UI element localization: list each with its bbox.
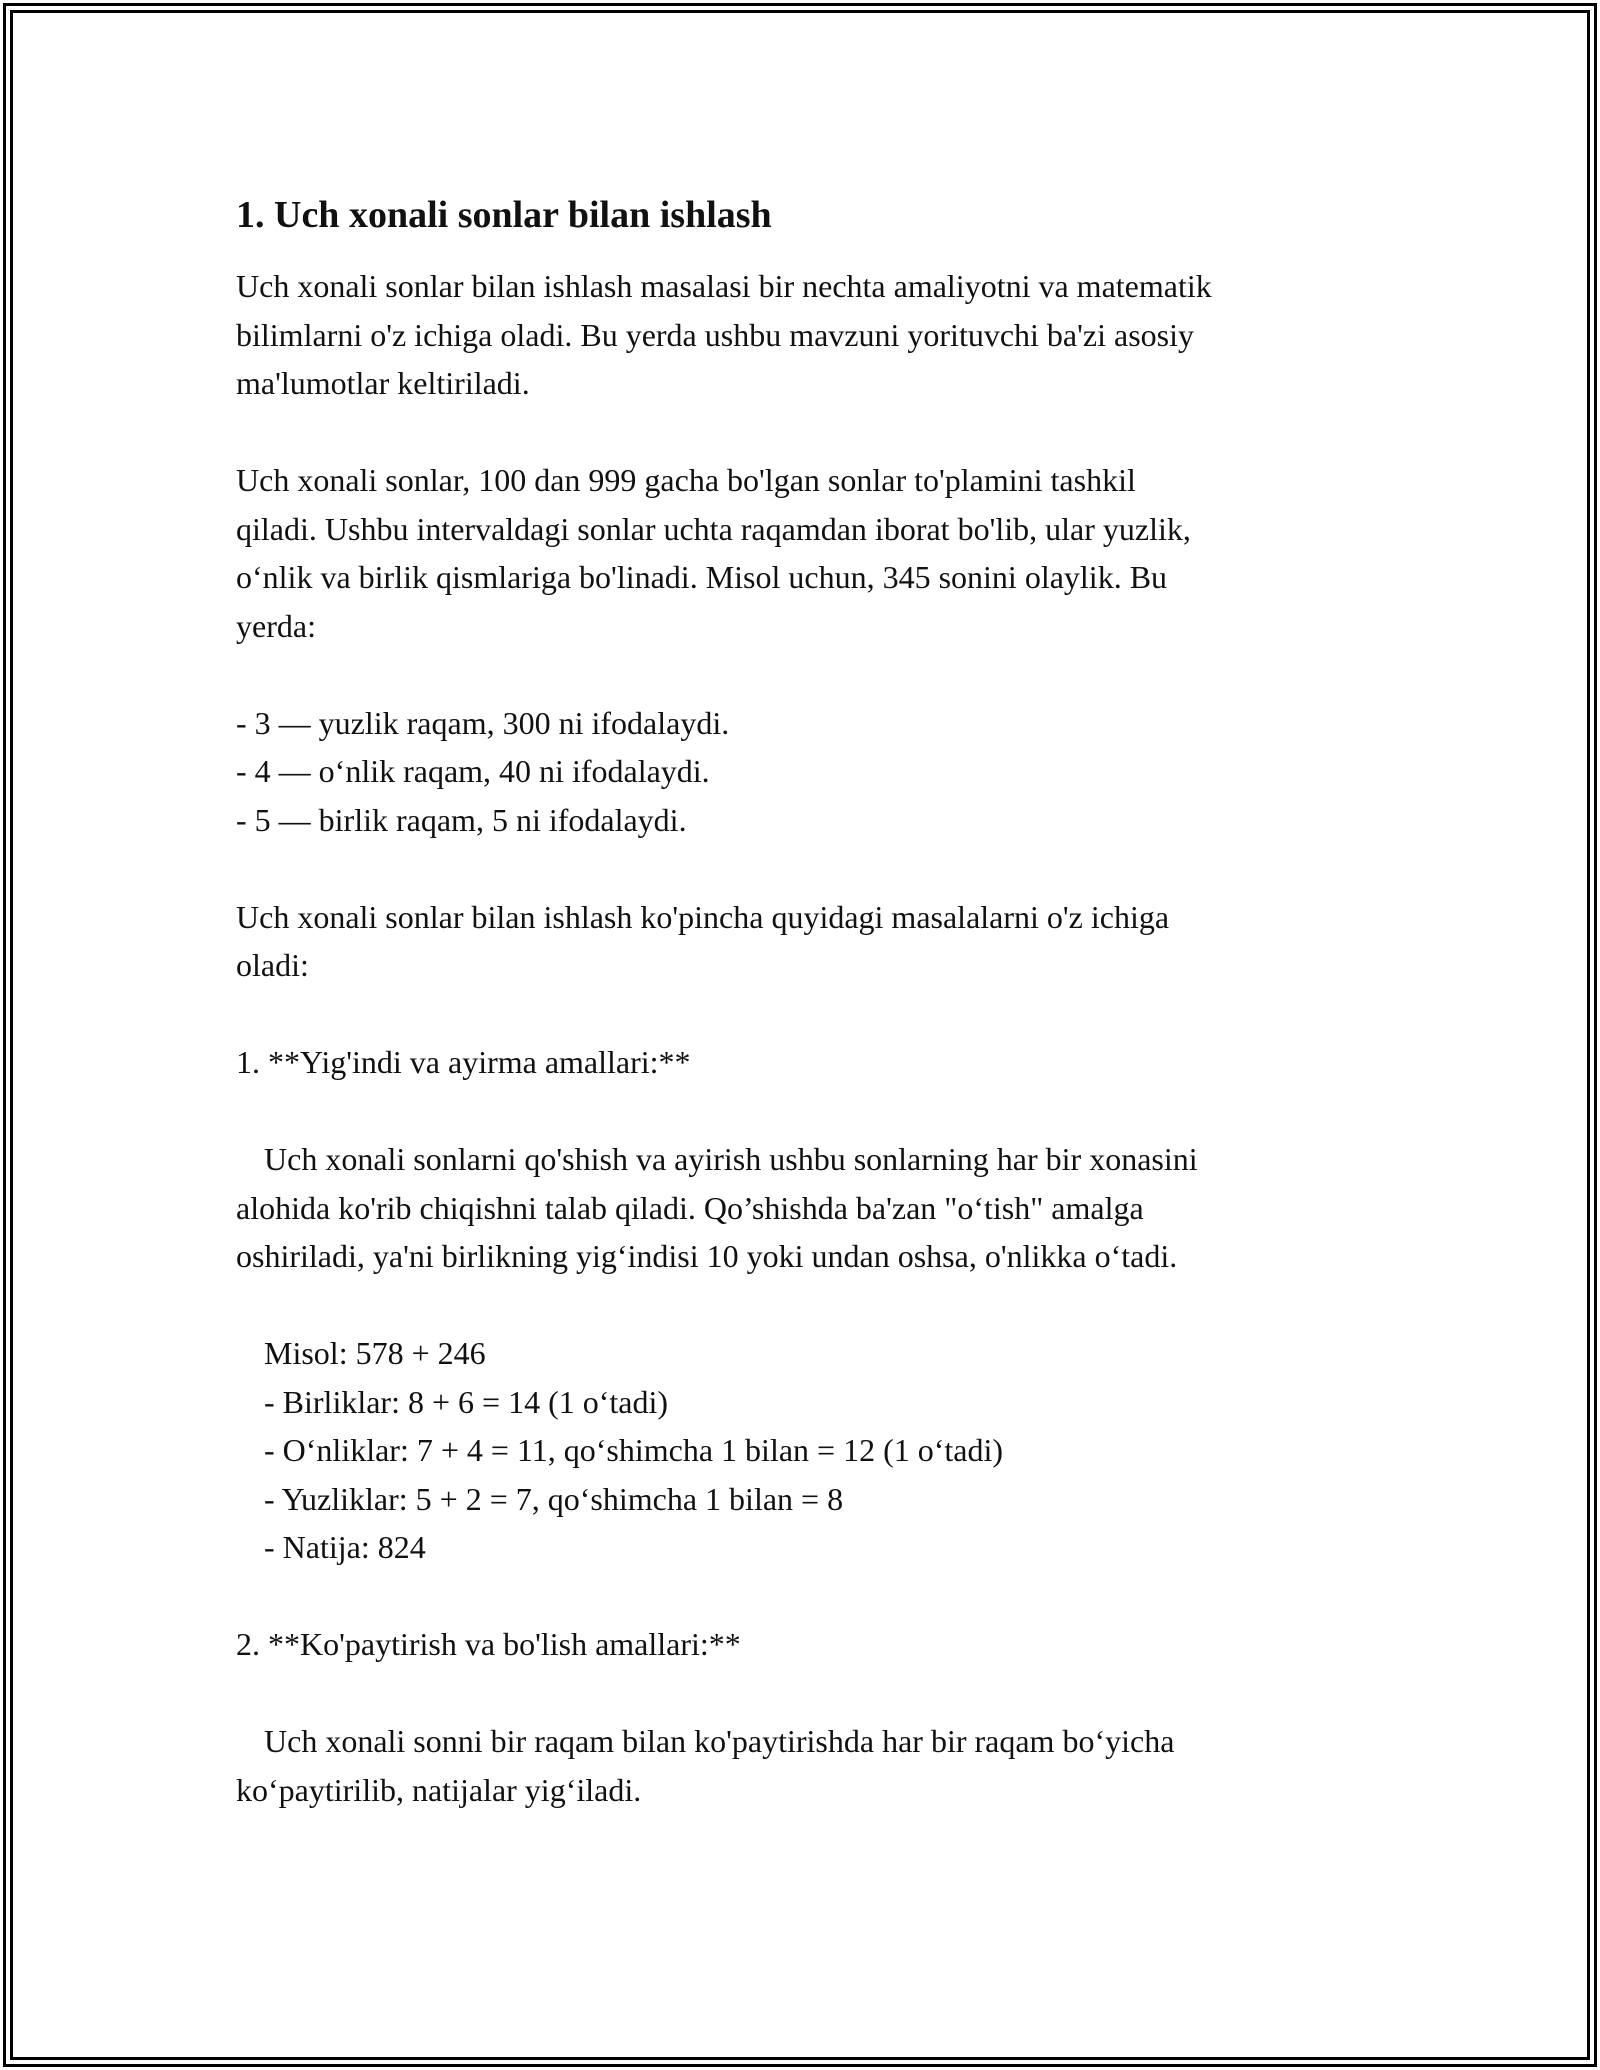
text-line: Uch xonali sonni bir raqam bilan ko'paytirishda har bir raqam bo‘yicha — [264, 1723, 1175, 1759]
text-line: ma'lumotlar keltiriladi. — [236, 365, 530, 401]
text-line: alohida ko'rib chiqishni talab qiladi. Qo’shishda ba'zan "o‘tish" amalga — [236, 1189, 1144, 1226]
text-line: Uch xonali sonlarni qo'shish va ayirish ushbu sonlarning har bir xonasini — [264, 1141, 1198, 1177]
document-page — [236, 188, 1376, 1814]
example-line: Misol: 578 + 246 — [264, 1335, 486, 1371]
list-item: 2. **Ko'paytirish va bo'lish amallari:** — [236, 1626, 741, 1662]
text-line: yerda: — [236, 607, 316, 644]
text-line: oladi: — [236, 947, 309, 983]
section1-example — [236, 1329, 1376, 1572]
section-heading: 1. Uch xonali sonlar bilan ishlash — [236, 194, 772, 236]
section2-body — [236, 1717, 1376, 1814]
list-item: 1. **Yig'indi va ayirma amallari:** — [236, 1044, 691, 1080]
list-item: - 5 — birlik raqam, 5 ni ifodalaydi. — [236, 801, 687, 838]
definition-paragraph — [236, 456, 1376, 650]
intro-paragraph — [236, 262, 1376, 408]
digit-list — [236, 699, 1376, 845]
section2-title — [236, 1620, 1376, 1669]
text-line: Uch xonali sonlar bilan ishlash ko'pincha quyidagi masalalarni o'z ichiga — [236, 898, 1170, 935]
text-line: Uch xonali sonlar bilan ishlash masalasi bir nechta amaliyotni va matematik — [236, 268, 1212, 304]
text-line: o‘nlik va birlik qismlariga bo'linadi. Misol uchun, 345 sonini olaylik. Bu — [236, 559, 1168, 595]
text-line: oshiriladi, ya'ni birlikning yig‘indisi 10 yoki undan oshsa, o'nlikka o‘tadi. — [236, 1238, 1178, 1274]
example-line: - Natija: 824 — [264, 1529, 426, 1565]
example-line: - Yuzliklar: 5 + 2 = 7, qo‘shimcha 1 bilan = 8 — [264, 1480, 844, 1517]
section1-body — [236, 1135, 1376, 1281]
tasks-intro-paragraph — [236, 893, 1376, 990]
text-line: Uch xonali sonlar, 100 dan 999 gacha bo'lgan sonlar to'plamini tashkil — [236, 462, 1136, 498]
text-line: bilimlarni o'z ichiga oladi. Bu yerda ushbu mavzuni yorituvchi ba'zi asosiy — [236, 316, 1194, 353]
text-line: qiladi. Ushbu intervaldagi sonlar uchta raqamdan iborat bo'lib, ular yuzlik, — [236, 510, 1191, 547]
text-line: ko‘paytirilib, natijalar yig‘iladi. — [236, 1771, 642, 1808]
example-line: - O‘nliklar: 7 + 4 = 11, qo‘shimcha 1 bilan = 12 (1 o‘tadi) — [264, 1432, 1004, 1468]
list-item: - 4 — o‘nlik raqam, 40 ni ifodalaydi. — [236, 753, 710, 789]
section1-title — [236, 1038, 1376, 1087]
list-item: - 3 — yuzlik raqam, 300 ni ifodalaydi. — [236, 704, 730, 741]
example-line: - Birliklar: 8 + 6 = 14 (1 o‘tadi) — [264, 1383, 669, 1420]
